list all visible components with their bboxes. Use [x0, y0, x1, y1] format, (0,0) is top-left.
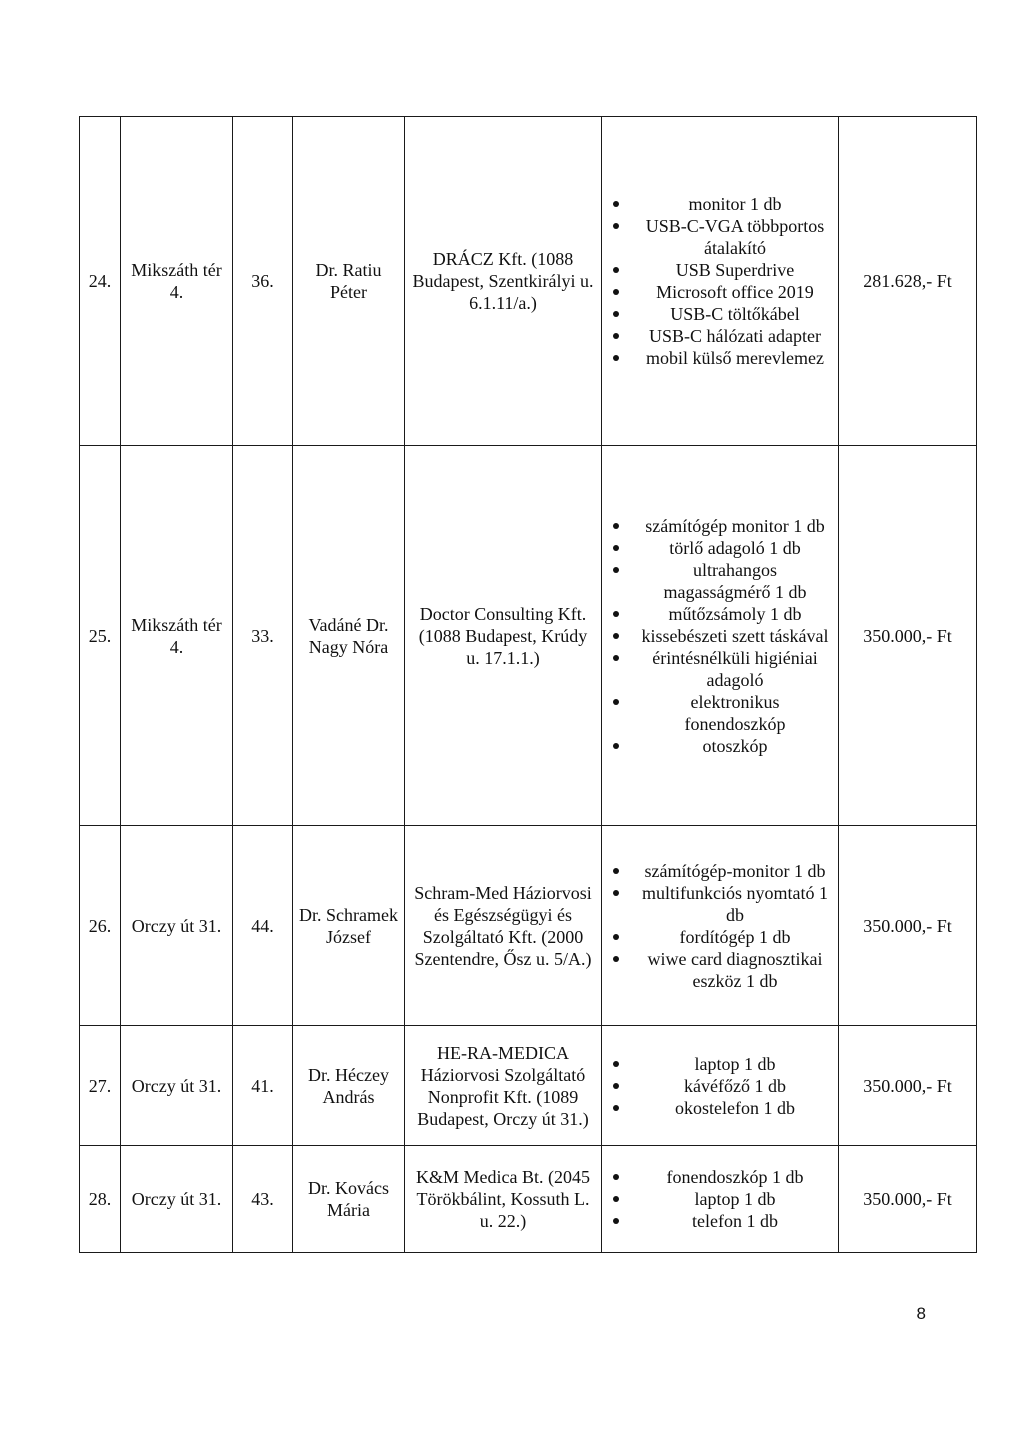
company-name: Doctor Consulting Kft. (1088 Budapest, Krúdy u. 17.1.1.)	[405, 446, 602, 826]
district-number: 44.	[233, 826, 293, 1026]
equipment-item: laptop 1 db	[608, 1188, 832, 1210]
equipment-item: USB Superdrive	[608, 259, 832, 281]
equipment-item: fonendoszkóp 1 db	[608, 1166, 832, 1188]
doctor-name: Dr. Kovács Mária	[293, 1146, 405, 1253]
doctor-name: Dr. Schramek József	[293, 826, 405, 1026]
grant-amount: 281.628,- Ft	[839, 117, 977, 446]
row-index: 24.	[80, 117, 121, 446]
equipment-item: ultrahangos magasságmérő 1 db	[608, 559, 832, 603]
equipment-item: otoszkóp	[608, 735, 832, 757]
equipment-item: USB-C töltőkábel	[608, 303, 832, 325]
practice-address: Mikszáth tér 4.	[121, 446, 233, 826]
grant-table	[79, 116, 977, 1253]
equipment-list	[608, 193, 832, 369]
equipment-item: monitor 1 db	[608, 193, 832, 215]
equipment-cell	[602, 1026, 839, 1146]
equipment-item: műtőzsámoly 1 db	[608, 603, 832, 625]
equipment-item: elektronikus fonendoszkóp	[608, 691, 832, 735]
equipment-item: számítógép monitor 1 db	[608, 515, 832, 537]
district-number: 43.	[233, 1146, 293, 1253]
practice-address: Mikszáth tér 4.	[121, 117, 233, 446]
table-row	[80, 1026, 977, 1146]
grant-amount: 350.000,- Ft	[839, 1146, 977, 1253]
equipment-list	[608, 515, 832, 757]
doctor-name: Vadáné Dr. Nagy Nóra	[293, 446, 405, 826]
equipment-cell	[602, 446, 839, 826]
district-number: 33.	[233, 446, 293, 826]
table-row	[80, 826, 977, 1026]
equipment-item: mobil külső merevlemez	[608, 347, 832, 369]
row-index: 25.	[80, 446, 121, 826]
row-index: 27.	[80, 1026, 121, 1146]
district-number: 41.	[233, 1026, 293, 1146]
equipment-item: Microsoft office 2019	[608, 281, 832, 303]
grant-amount: 350.000,- Ft	[839, 446, 977, 826]
equipment-item: telefon 1 db	[608, 1210, 832, 1232]
equipment-list	[608, 860, 832, 992]
practice-address: Orczy út 31.	[121, 826, 233, 1026]
equipment-item: multifunkciós nyomtató 1 db	[608, 882, 832, 926]
equipment-list	[608, 1166, 832, 1232]
doctor-name: Dr. Héczey András	[293, 1026, 405, 1146]
equipment-item: kávéfőző 1 db	[608, 1075, 832, 1097]
equipment-item: törlő adagoló 1 db	[608, 537, 832, 559]
equipment-item: USB-C hálózati adapter	[608, 325, 832, 347]
equipment-list	[608, 1053, 832, 1119]
company-name: DRÁCZ Kft. (1088 Budapest, Szentkirályi u. 6.1.11/a.)	[405, 117, 602, 446]
doctor-name: Dr. Ratiu Péter	[293, 117, 405, 446]
table-row	[80, 1146, 977, 1253]
district-number: 36.	[233, 117, 293, 446]
grant-amount: 350.000,- Ft	[839, 1026, 977, 1146]
equipment-cell	[602, 826, 839, 1026]
page-number: 8	[916, 1304, 926, 1323]
company-name: HE-RA-MEDICA Háziorvosi Szolgáltató Nonprofit Kft. (1089 Budapest, Orczy út 31.)	[405, 1026, 602, 1146]
equipment-item: laptop 1 db	[608, 1053, 832, 1075]
equipment-item: USB-C-VGA többportos átalakító	[608, 215, 832, 259]
equipment-cell	[602, 117, 839, 446]
row-index: 28.	[80, 1146, 121, 1253]
equipment-item: fordítógép 1 db	[608, 926, 832, 948]
grant-amount: 350.000,- Ft	[839, 826, 977, 1026]
row-index: 26.	[80, 826, 121, 1026]
practice-address: Orczy út 31.	[121, 1026, 233, 1146]
company-name: K&M Medica Bt. (2045 Törökbálint, Kossuth L. u. 22.)	[405, 1146, 602, 1253]
equipment-cell	[602, 1146, 839, 1253]
equipment-item: érintésnélküli higiéniai adagoló	[608, 647, 832, 691]
equipment-item: wiwe card diagnosztikai eszköz 1 db	[608, 948, 832, 992]
table-row	[80, 117, 977, 446]
table-body	[80, 117, 977, 1253]
equipment-item: okostelefon 1 db	[608, 1097, 832, 1119]
equipment-item: számítógép-monitor 1 db	[608, 860, 832, 882]
equipment-item: kissebészeti szett táskával	[608, 625, 832, 647]
company-name: Schram-Med Háziorvosi és Egészségügyi és Szolgáltató Kft. (2000 Szentendre, Ősz u. 5/A.)	[405, 826, 602, 1026]
practice-address: Orczy út 31.	[121, 1146, 233, 1253]
table-row	[80, 446, 977, 826]
